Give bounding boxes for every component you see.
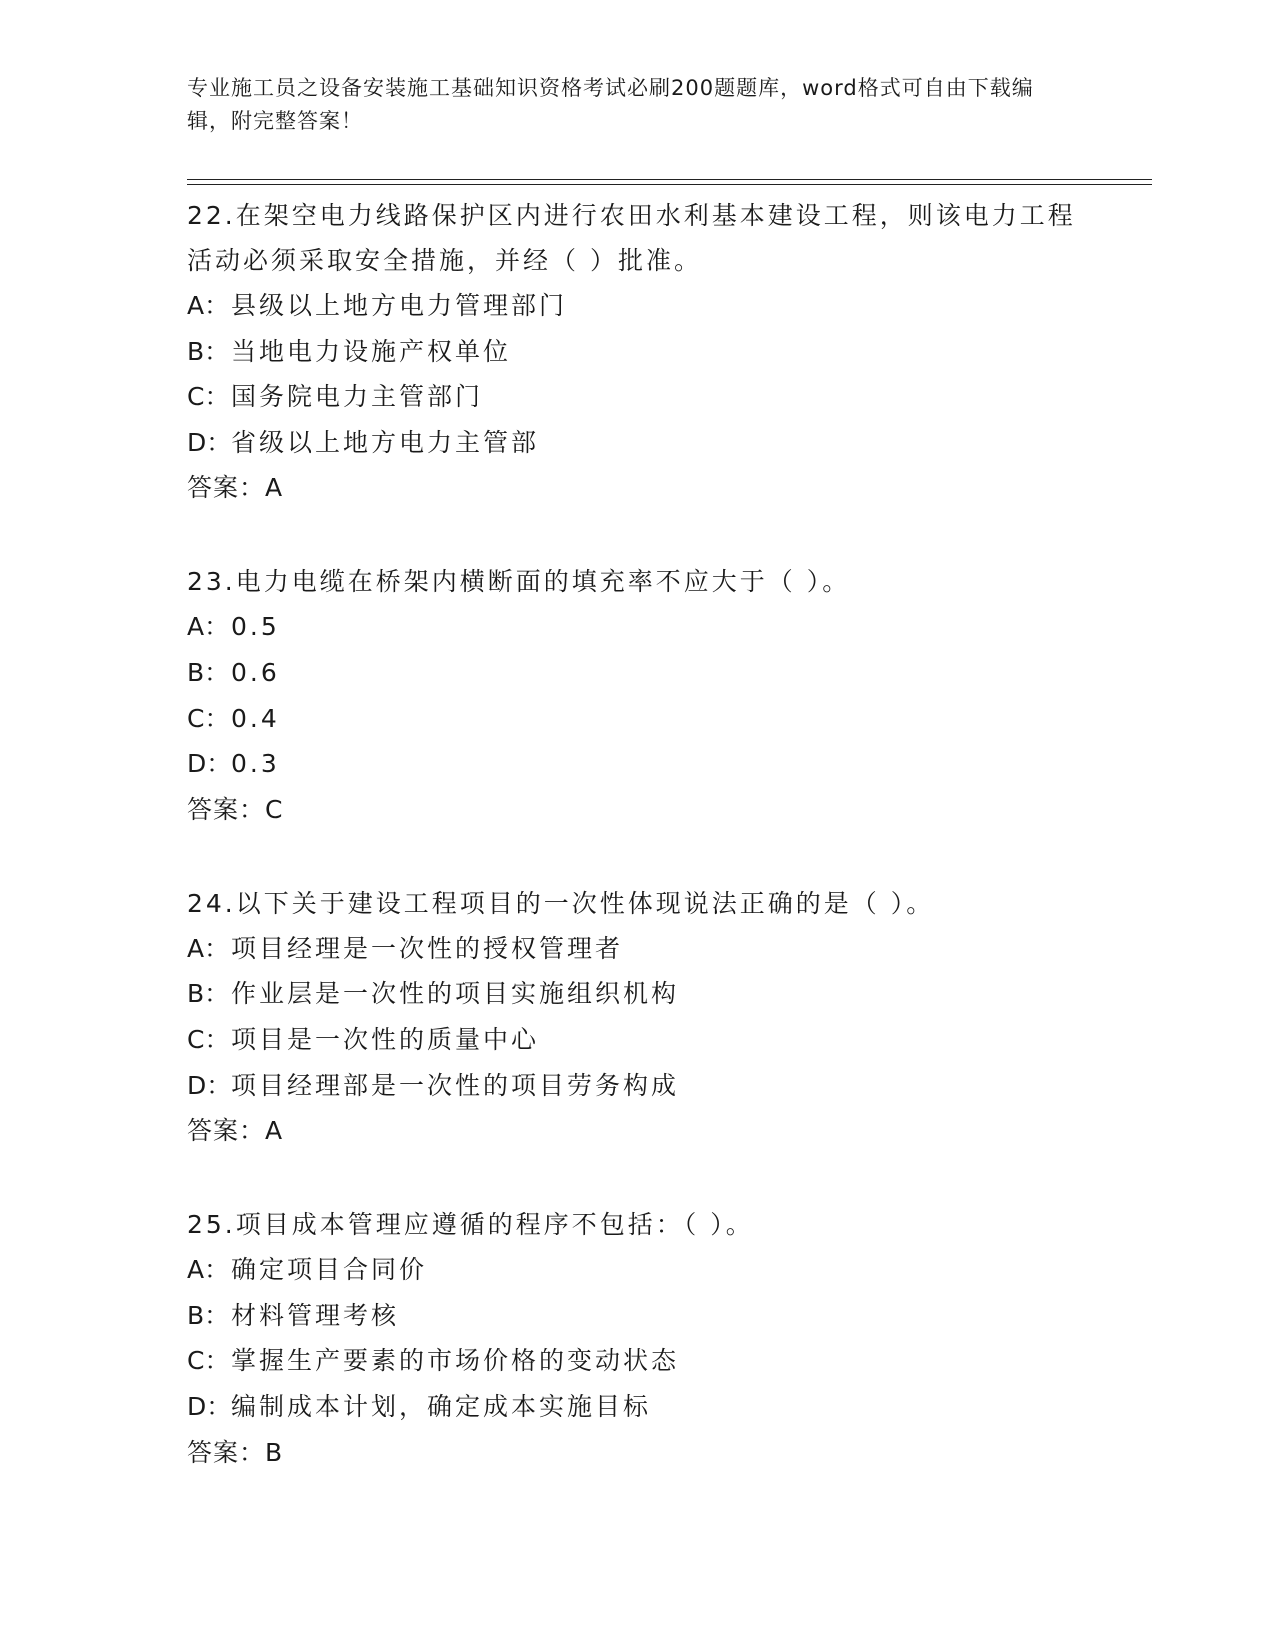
option-key: C： xyxy=(187,382,230,412)
option-a xyxy=(187,926,1087,972)
option-key: C： xyxy=(187,1024,230,1054)
option-key: B： xyxy=(187,979,230,1009)
header-divider-top xyxy=(187,179,1152,180)
answer-line: 答案：A xyxy=(187,1116,284,1146)
question-22 xyxy=(187,190,1087,510)
option-a xyxy=(187,283,1087,329)
option-text: 0.5 xyxy=(231,612,280,642)
question-stem: 25.项目成本管理应遵循的程序不包括：（ ）。 xyxy=(187,1210,754,1240)
option-text: 项目经理是一次性的授权管理者 xyxy=(231,933,624,963)
question-24 xyxy=(187,878,1087,1153)
option-b xyxy=(187,329,1087,375)
option-key: B： xyxy=(187,336,230,366)
option-key: D： xyxy=(187,749,232,779)
option-d xyxy=(187,741,1087,787)
option-c xyxy=(187,374,1087,420)
answer-line: 答案：C xyxy=(187,794,284,824)
option-text: 作业层是一次性的项目实施组织机构 xyxy=(231,979,680,1009)
question-stem: 24.以下关于建设工程项目的一次性体现说法正确的是（ ）。 xyxy=(187,888,935,918)
option-c xyxy=(187,696,1087,742)
option-c xyxy=(187,1017,1087,1063)
option-key: C： xyxy=(187,1346,230,1376)
option-key: A： xyxy=(187,612,230,642)
option-b xyxy=(187,650,1087,696)
option-text: 国务院电力主管部门 xyxy=(231,382,484,412)
option-d xyxy=(187,420,1087,466)
option-key: B： xyxy=(187,1300,230,1330)
option-a xyxy=(187,604,1087,650)
question-stem: 22.在架空电力线路保护区内进行农田水利基本建设工程，则该电力工程活动必须采取安全措施，并经（ ）批准。 xyxy=(187,201,1076,275)
option-key: A： xyxy=(187,933,230,963)
answer-line: 答案：B xyxy=(187,1437,284,1467)
option-text: 省级以上地方电力主管部 xyxy=(231,427,540,457)
document-header: 专业施工员之设备安装施工基础知识资格考试必刷200题题库，word格式可自由下载编辑，附完整答案！ xyxy=(187,76,1034,133)
option-key: B： xyxy=(187,657,230,687)
option-text: 项目经理部是一次性的项目劳务构成 xyxy=(231,1070,680,1100)
question-list xyxy=(187,190,1087,1521)
answer-line: 答案：A xyxy=(187,473,284,503)
option-b xyxy=(187,1293,1087,1339)
question-stem: 23.电力电缆在桥架内横断面的填充率不应大于（ ）。 xyxy=(187,567,851,597)
option-text: 材料管理考核 xyxy=(231,1300,400,1330)
option-text: 0.6 xyxy=(231,657,280,687)
question-23 xyxy=(187,556,1087,831)
option-c xyxy=(187,1338,1087,1384)
option-key: D： xyxy=(187,1391,232,1421)
option-text: 当地电力设施产权单位 xyxy=(231,336,512,366)
option-text: 0.3 xyxy=(231,749,280,779)
option-key: C： xyxy=(187,703,230,733)
option-text: 0.4 xyxy=(231,703,280,733)
option-text: 掌握生产要素的市场价格的变动状态 xyxy=(231,1346,680,1376)
option-text: 确定项目合同价 xyxy=(231,1255,428,1285)
option-a xyxy=(187,1247,1087,1293)
option-key: A： xyxy=(187,291,230,320)
option-key: A： xyxy=(187,1255,230,1285)
option-text: 项目是一次性的质量中心 xyxy=(231,1024,540,1054)
option-key: D： xyxy=(187,1070,232,1100)
option-text: 编制成本计划，确定成本实施目标 xyxy=(231,1391,652,1421)
question-25 xyxy=(187,1199,1087,1474)
header-divider-bottom xyxy=(187,184,1152,185)
option-key: D： xyxy=(187,427,232,457)
option-b xyxy=(187,971,1087,1017)
option-d xyxy=(187,1384,1087,1430)
option-text: 县级以上地方电力管理部门 xyxy=(231,291,568,320)
option-d xyxy=(187,1063,1087,1109)
